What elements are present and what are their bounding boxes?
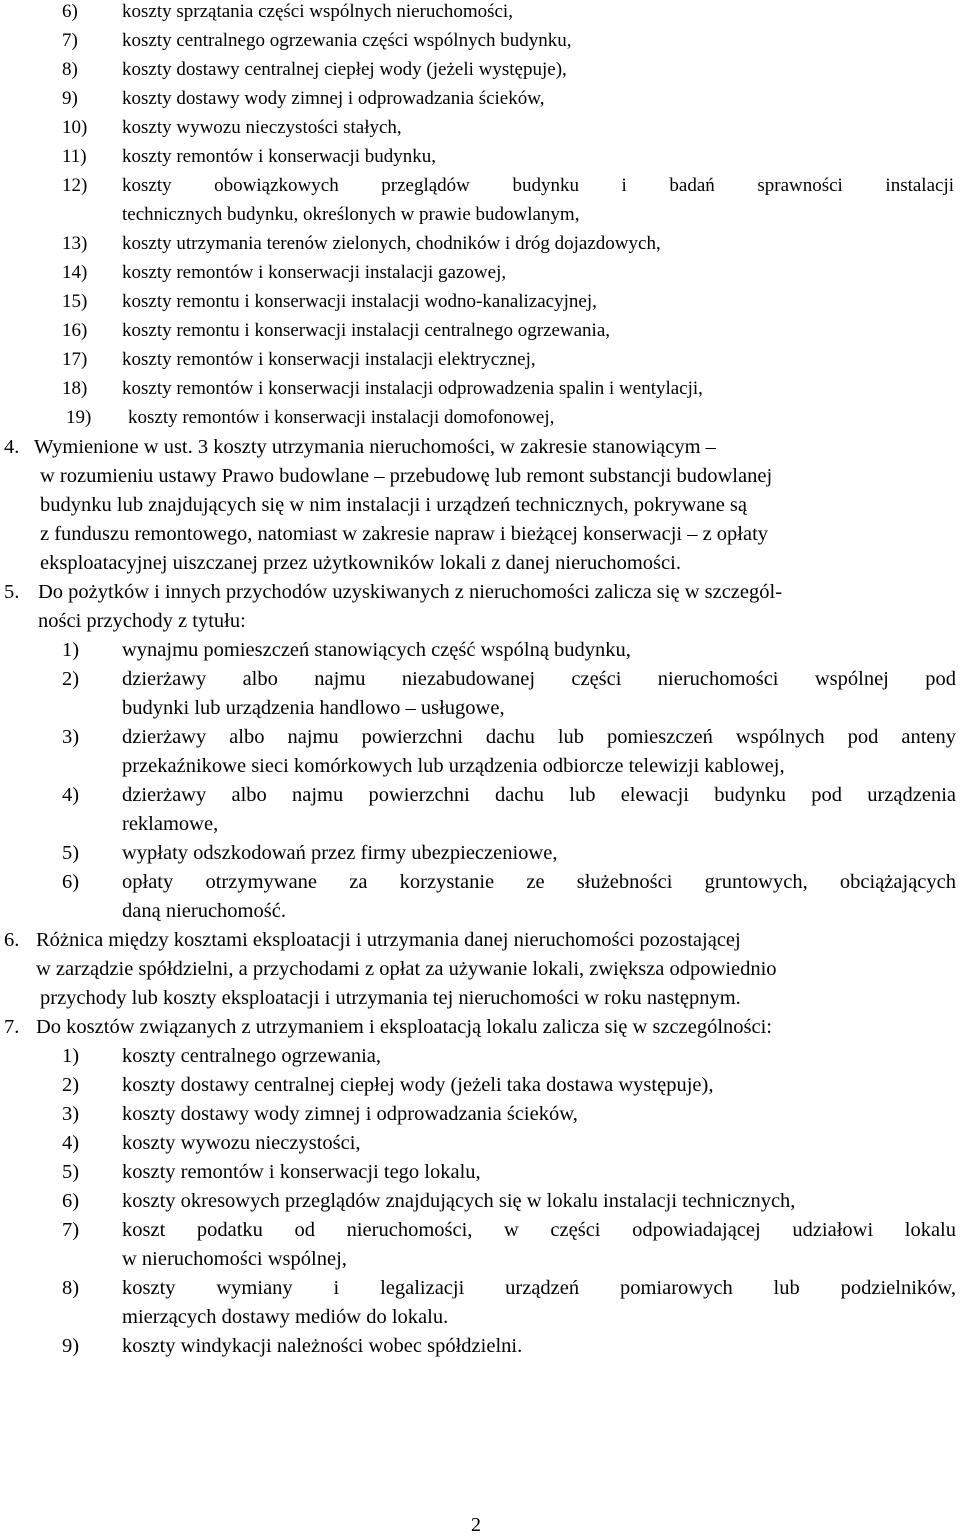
item-number: 6): [62, 871, 80, 893]
list-item: [0, 29, 960, 53]
paragraph-line: [0, 609, 960, 633]
list-item: [0, 261, 960, 285]
list-item: [0, 1334, 960, 1358]
item-number: 3): [62, 1103, 80, 1125]
item-text: w nieruchomości wspólnej,: [122, 1248, 347, 1270]
item-text: koszty centralnego ogrzewania,: [122, 1045, 381, 1067]
item-text: koszty utrzymania terenów zielonych, chodników i dróg dojazdowych,: [122, 233, 661, 254]
section-4: [0, 435, 960, 459]
item-number: 5): [62, 842, 80, 864]
item-number: 9): [62, 1335, 80, 1357]
list-item: [0, 1073, 960, 1097]
item-text: koszty remontów i konserwacji instalacji domofonowej,: [128, 407, 555, 428]
item-number: 14): [62, 262, 88, 283]
page-number: 2: [471, 1514, 481, 1536]
list-item: [0, 319, 960, 343]
paragraph-line: [0, 522, 960, 546]
item-number: 17): [62, 349, 88, 370]
list-item: [0, 1044, 960, 1068]
paragraph-line: [0, 464, 960, 488]
item-text: koszty wywozu nieczystości stałych,: [122, 117, 402, 138]
item-text: dzierżawy albo najmu powierzchni dachu lub pomieszczeń wspólnych pod anteny: [122, 726, 956, 748]
section-5: [0, 580, 960, 604]
paragraph-line: Do pożytków i innych przychodów uzyskiwanych z nieruchomości zalicza się w szczegól-: [38, 581, 783, 603]
item-text: koszty windykacji należności wobec spółdzielni.: [122, 1335, 523, 1357]
paragraph-text: ności przychody z tytułu:: [38, 610, 246, 632]
paragraph-line: [0, 986, 960, 1010]
item-text: dzierżawy albo najmu niezabudowanej części nieruchomości wspólnej pod: [122, 668, 956, 690]
paragraph-text: z funduszu remontowego, natomiast w zakresie napraw i bieżącej konserwacji – z opłaty: [40, 523, 769, 545]
item-number: 1): [62, 1045, 80, 1067]
list-item: [0, 232, 960, 256]
list-item: [0, 1276, 960, 1300]
item-number: 4): [62, 784, 80, 806]
item-text: koszty centralnego ogrzewania części wspólnych budynku,: [122, 30, 572, 51]
item-number: 6): [62, 1, 78, 22]
list-item: [0, 1102, 960, 1126]
list-item: [0, 406, 960, 430]
item-text: koszty dostawy wody zimnej i odprowadzania ścieków,: [122, 88, 545, 109]
item-text: koszt podatku od nieruchomości, w części odpowiadającej udziałowi lokalu: [122, 1219, 956, 1241]
item-number: 8): [62, 59, 78, 80]
item-text: budynki lub urządzenia handlowo – usługowe,: [122, 697, 505, 719]
list-item: [0, 1218, 960, 1242]
item-text: koszty remontów i konserwacji tego lokalu,: [122, 1161, 481, 1183]
item-text: wynajmu pomieszczeń stanowiących część wspólną budynku,: [122, 639, 631, 661]
paragraph-text: budynku lub znajdujących się w nim instalacji i urządzeń technicznych, pokrywane są: [40, 494, 748, 516]
item-text: koszty dostawy centralnej ciepłej wody (jeżeli taka dostawa występuje),: [122, 1074, 714, 1096]
item-text: koszty remontu i konserwacji instalacji centralnego ogrzewania,: [122, 320, 611, 341]
item-text: przekaźnikowe sieci komórkowych lub urządzenia odbiorcze telewizji kablowej,: [122, 755, 785, 777]
item-text: koszty remontów i konserwacji instalacji gazowej,: [122, 262, 507, 283]
list-item: [0, 377, 960, 401]
list-item: [0, 667, 960, 691]
list-item-continuation: [0, 1247, 960, 1271]
section-number: 4.: [4, 436, 20, 458]
item-number: 13): [62, 233, 88, 254]
item-number: 8): [62, 1277, 80, 1299]
item-number: 5): [62, 1161, 80, 1183]
item-text: koszty dostawy centralnej ciepłej wody (jeżeli występuje),: [122, 59, 567, 80]
item-text: opłaty otrzymywane za korzystanie ze służebności gruntowych, obciążających: [122, 871, 956, 893]
paragraph-text: w zarządzie spółdzielni, a przychodami z opłat za używanie lokali, zwiększa odpowiednio: [36, 958, 777, 980]
item-number: 2): [62, 1074, 80, 1096]
item-text: koszty wywozu nieczystości,: [122, 1132, 361, 1154]
list-item: [0, 0, 960, 24]
item-text: mierzących dostawy mediów do lokalu.: [122, 1306, 449, 1328]
item-text: koszty obowiązkowych przeglądów budynku i badań sprawności instalacji: [122, 175, 954, 196]
list-item-continuation: [0, 696, 960, 720]
item-text: koszty remontu i konserwacji instalacji wodno-kanalizacyjnej,: [122, 291, 597, 312]
item-text: koszty sprzątania części wspólnych nieruchomości,: [122, 1, 513, 22]
item-text: koszty wymiany i legalizacji urządzeń pomiarowych lub podzielników,: [122, 1277, 956, 1299]
item-text: dzierżawy albo najmu powierzchni dachu lub elewacji budynku pod urządzenia: [122, 784, 956, 806]
item-number: 11): [62, 146, 87, 167]
list-item-continuation: [0, 1305, 960, 1329]
item-number: 7): [62, 30, 78, 51]
item-number: 16): [62, 320, 88, 341]
list-item: [0, 58, 960, 82]
item-number: 7): [62, 1219, 80, 1241]
paragraph-text: przychody lub koszty eksploatacji i utrzymania tej nieruchomości w roku następnym.: [40, 987, 741, 1009]
list-item: [0, 116, 960, 140]
list-item: [0, 870, 960, 894]
item-number: 6): [62, 1190, 80, 1212]
item-number: 1): [62, 639, 80, 661]
item-number: 15): [62, 291, 88, 312]
section-number: 5.: [4, 581, 20, 603]
list-item: [0, 348, 960, 372]
item-number: 4): [62, 1132, 80, 1154]
item-text: koszty remontów i konserwacji budynku,: [122, 146, 436, 167]
item-text: wypłaty odszkodowań przez firmy ubezpieczeniowe,: [122, 842, 558, 864]
list-item: [0, 290, 960, 314]
section-6: [0, 928, 960, 952]
item-text: technicznych budynku, określonych w prawie budowlanym,: [122, 204, 580, 225]
list-item: [0, 87, 960, 111]
list-item: [0, 725, 960, 749]
item-number: 9): [62, 88, 78, 109]
paragraph-line: [0, 493, 960, 517]
paragraph-line: Wymienione w ust. 3 koszty utrzymania nieruchomości, w zakresie stanowiącym –: [34, 436, 716, 458]
paragraph-line: [0, 551, 960, 575]
item-number: 10): [62, 117, 88, 138]
item-number: 12): [62, 175, 88, 196]
list-item: [0, 1189, 960, 1213]
list-item: [0, 841, 960, 865]
item-text: reklamowe,: [122, 813, 219, 835]
list-item-continuation: [0, 754, 960, 778]
item-text: koszty okresowych przeglądów znajdujących się w lokalu instalacji technicznych,: [122, 1190, 796, 1212]
list-item: [0, 145, 960, 169]
list-item: [0, 174, 960, 198]
item-number: 19): [66, 407, 92, 428]
list-item: [0, 783, 960, 807]
paragraph-line: Do kosztów związanych z utrzymaniem i eksploatacją lokalu zalicza się w szczególności:: [36, 1016, 772, 1038]
item-text: daną nieruchomość.: [122, 900, 286, 922]
item-text: koszty dostawy wody zimnej i odprowadzania ścieków,: [122, 1103, 578, 1125]
list-item: [0, 1160, 960, 1184]
paragraph-line: [0, 957, 960, 981]
section-number: 6.: [4, 929, 20, 951]
list-item-continuation: [0, 812, 960, 836]
list-item: [0, 638, 960, 662]
section-7: [0, 1015, 960, 1039]
item-text: koszty remontów i konserwacji instalacji odprowadzenia spalin i wentylacji,: [122, 378, 703, 399]
item-number: 18): [62, 378, 88, 399]
paragraph-text: eksploatacyjnej uiszczanej przez użytkowników lokali z danej nieruchomości.: [40, 552, 681, 574]
list-item: [0, 1131, 960, 1155]
item-number: 3): [62, 726, 80, 748]
list-item-continuation: [0, 899, 960, 923]
item-number: 2): [62, 668, 80, 690]
paragraph-text: w rozumieniu ustawy Prawo budowlane – przebudowę lub remont substancji budowlanej: [40, 465, 773, 487]
paragraph-line: Różnica między kosztami eksploatacji i utrzymania danej nieruchomości pozostającej: [36, 929, 741, 951]
list-item-continuation: [0, 203, 960, 227]
item-text: koszty remontów i konserwacji instalacji elektrycznej,: [122, 349, 536, 370]
section-number: 7.: [4, 1016, 20, 1038]
